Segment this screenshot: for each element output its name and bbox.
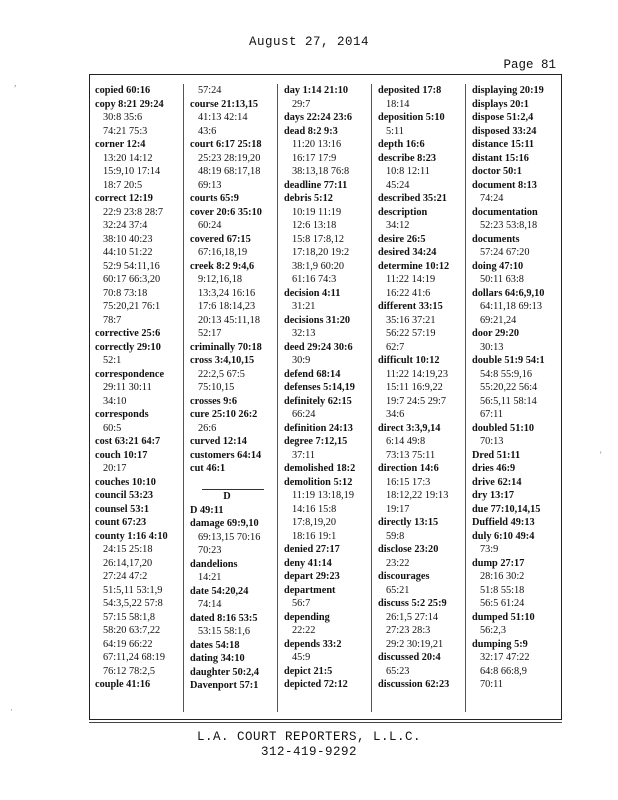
index-references: 18:7 20:5: [103, 179, 143, 191]
index-references: 57:15 58:1,8: [103, 611, 156, 623]
index-term: cost 63:21 64:7: [95, 436, 161, 447]
index-term: courts 65:9: [190, 193, 239, 204]
index-references: 34:6: [386, 409, 405, 420]
index-term: D 49:11: [190, 504, 224, 516]
index-term: cross 3:4,10,15: [190, 355, 255, 366]
index-term: curved 12:14: [190, 436, 247, 447]
index-column-2: [183, 84, 276, 712]
index-term: deadline 77:11: [284, 179, 348, 191]
index-term: dated 8:16 53:5: [190, 612, 258, 624]
index-references: 20:13 45:11,18: [198, 314, 260, 326]
scan-speck: ': [600, 450, 602, 460]
index-term: couches 10:10: [95, 476, 156, 488]
index-references: 74:21 75:3: [103, 125, 148, 137]
index-references: 13:20 14:12: [103, 152, 153, 164]
index-term: disclose 23:20: [378, 544, 439, 555]
index-references: 70:23: [198, 545, 222, 556]
index-term: describe 8:23: [378, 152, 437, 164]
index-term: document 8:13: [472, 179, 537, 191]
index-references: 52:9 54:11,16: [103, 260, 160, 272]
index-references: 14:16 15:8: [292, 503, 337, 515]
index-term: debris 5:12: [284, 193, 333, 204]
index-term: dollars 64:6,9,10: [472, 287, 545, 299]
footer-phone: 312-419-9292: [260, 745, 357, 759]
index-references: 57:24 67:20: [480, 247, 530, 258]
index-term: deny 41:14: [284, 557, 332, 569]
index-references: 55:20,22 56:4: [480, 382, 538, 393]
index-term: correct 12:19: [95, 193, 153, 204]
index-references: 52:1: [103, 355, 122, 366]
index-term: count 67:23: [95, 517, 147, 528]
index-column-3: [277, 84, 370, 712]
index-references: 66:24: [292, 409, 316, 420]
index-references: 38:10 40:23: [103, 233, 153, 245]
index-references: 22:9 23:8 28:7: [103, 206, 164, 218]
index-references: 53:15 58:1,6: [198, 626, 251, 637]
index-references: 54:3,5,22 57:8: [103, 598, 163, 609]
index-references: 67:11,24 68:19: [103, 652, 165, 663]
index-term: corrective 25:6: [95, 328, 161, 339]
index-references: 59:8: [386, 530, 405, 542]
index-references: 54:8 55:9,16: [480, 368, 533, 380]
index-term: correctly 29:10: [95, 341, 161, 353]
index-term: dispose 51:2,4: [472, 112, 534, 123]
index-references: 12:6 13:18: [292, 220, 337, 231]
index-term: court 6:17 25:18: [190, 139, 262, 150]
index-references: 23:22: [386, 557, 410, 569]
index-references: 32:24 37:4: [103, 220, 148, 231]
index-term: depends 33:2: [284, 638, 342, 650]
index-term: direct 3:3,9,14: [378, 422, 441, 434]
index-term: desire 26:5: [378, 233, 426, 245]
index-term: dating 34:10: [190, 653, 245, 664]
index-references: 18:14: [386, 98, 410, 110]
index-references: 60:5: [103, 422, 122, 434]
index-references: 67:11: [480, 409, 504, 420]
footer-company: L.A. COURT REPORTERS, L.L.C.: [196, 730, 422, 744]
index-references: 44:10 51:22: [103, 247, 153, 258]
index-references: 29:7: [292, 98, 311, 110]
index-references: 14:21: [198, 572, 222, 583]
index-references: 30:9: [292, 355, 311, 366]
index-references: 30:13: [480, 341, 504, 353]
index-term: definitely 62:15: [284, 395, 352, 407]
index-term: dumping 5:9: [472, 638, 528, 650]
header-date: August 27, 2014: [248, 35, 370, 49]
index-term: dries 46:9: [472, 463, 516, 474]
index-term: couch 10:17: [95, 449, 148, 461]
index-term: dates 54:18: [190, 639, 240, 651]
index-term: copied 60:16: [95, 85, 151, 96]
index-term: couple 41:16: [95, 679, 151, 690]
index-references: 67:16,18,19: [198, 247, 248, 258]
index-references: 37:11: [292, 449, 316, 461]
index-term: department: [284, 584, 336, 596]
index-references: 64:19 66:22: [103, 638, 153, 650]
index-references: 24:15 25:18: [103, 544, 153, 555]
index-column-4: [371, 84, 464, 712]
index-references: 78:7: [103, 314, 122, 326]
index-term: depart 29:23: [284, 571, 340, 582]
index-references: 27:24 47:2: [103, 571, 148, 582]
index-term: course 21:13,15: [190, 98, 259, 110]
index-term: determine 10:12: [378, 260, 450, 272]
index-term: discussed 20:4: [378, 652, 441, 663]
index-term: customers 64:14: [190, 449, 262, 461]
index-references: 60:17 66:3,20: [103, 274, 161, 285]
index-term: deposited 17:8: [378, 85, 442, 96]
index-term: directly 13:15: [378, 517, 439, 528]
index-references: 18:16 19:1: [292, 530, 337, 542]
index-term: Duffield 49:13: [472, 517, 535, 528]
index-references: 56:22 57:19: [386, 328, 436, 339]
index-references: 25:23 28:19,20: [198, 152, 261, 164]
index-term: date 54:20,24: [190, 585, 249, 597]
index-references: 34:10: [103, 395, 127, 407]
index-term: dump 27:17: [472, 557, 525, 569]
index-references: 32:13: [292, 328, 316, 339]
index-references: 52:17: [198, 328, 222, 339]
index-term: distance 15:11: [472, 139, 535, 150]
index-term: depict 21:5: [284, 665, 333, 677]
index-references: 70:13: [480, 436, 504, 447]
index-term: drive 62:14: [472, 476, 522, 488]
index-term: copy 8:21 29:24: [95, 98, 164, 110]
index-references: 58:20 63:7,22: [103, 625, 161, 636]
index-term: council 53:23: [95, 490, 154, 501]
index-references: 29:2 30:19,21: [386, 638, 444, 650]
index-term: duly 6:10 49:4: [472, 530, 535, 542]
index-term: Davenport 57:1: [190, 680, 259, 691]
index-references: 22:22: [292, 625, 316, 636]
index-references: 45:9: [292, 652, 311, 663]
index-references: 69:21,24: [480, 314, 517, 326]
index-references: 56:5 61:24: [480, 598, 525, 609]
index-references: 45:24: [386, 179, 410, 191]
index-references: 16:22 41:6: [386, 287, 431, 299]
index-references: 34:12: [386, 220, 410, 231]
index-references: 61:16 74:3: [292, 274, 337, 285]
index-references: 52:23 53:8,18: [480, 220, 538, 231]
index-references: 41:13 42:14: [198, 112, 248, 123]
index-references: 17:8,19,20: [292, 517, 337, 528]
index-term: discussion 62:23: [378, 679, 450, 690]
index-term: difficult 10:12: [378, 355, 440, 366]
index-term: depending: [284, 611, 330, 623]
index-term: criminally 70:18: [190, 341, 262, 353]
index-references: 11:22 14:19,23: [386, 368, 448, 380]
index-term: depth 16:6: [378, 139, 425, 150]
index-term: county 1:16 4:10: [95, 530, 168, 542]
index-references: 74:24: [480, 193, 504, 204]
index-term: covered 67:15: [190, 233, 251, 245]
index-references: 13:3,24 16:16: [198, 287, 256, 299]
index-term: day 1:14 21:10: [284, 85, 349, 96]
index-references: 32:17 47:22: [480, 652, 530, 663]
index-term: definition 24:13: [284, 422, 353, 434]
index-term: defenses 5:14,19: [284, 382, 355, 393]
index-term: corner 12:4: [95, 139, 146, 150]
index-term: defend 68:14: [284, 368, 341, 380]
index-term: creek 8:2 9:4,6: [190, 260, 255, 272]
section-letter-heading: D: [202, 489, 264, 504]
index-references: 15:9,10 17:14: [103, 166, 161, 177]
index-references: 75:10,15: [198, 382, 235, 393]
index-references: 16:17 17:9: [292, 152, 337, 164]
index-term: due 77:10,14,15: [472, 503, 541, 515]
index-references: 19:7 24:5 29:7: [386, 395, 447, 407]
index-references: 75:20,21 76:1: [103, 301, 161, 312]
index-term: described 35:21: [378, 193, 447, 204]
index-term: dumped 51:10: [472, 611, 535, 623]
index-column-5: [465, 84, 558, 712]
index-term: daughter 50:2,4: [190, 666, 260, 678]
index-term: discourages: [378, 571, 430, 582]
index-references: 29:11 30:11: [103, 382, 152, 393]
index-term: disposed 33:24: [472, 125, 537, 137]
index-term: demolished 18:2: [284, 463, 356, 474]
index-references: 10:8 12:11: [386, 166, 430, 177]
index-term: doing 47:10: [472, 260, 524, 272]
index-term: crosses 9:6: [190, 395, 237, 407]
index-term: demolition 5:12: [284, 476, 353, 488]
index-term: cure 25:10 26:2: [190, 409, 258, 420]
index-references: 70:8 73:18: [103, 287, 148, 299]
index-references: 69:13,15 70:16: [198, 531, 261, 543]
index-references: 9:12,16,18: [198, 274, 243, 285]
index-term: doctor 50:1: [472, 166, 522, 177]
index-references: 38:13,18 76:8: [292, 166, 350, 177]
index-references: 64:8 66:8,9: [480, 665, 527, 677]
index-term: desired 34:24: [378, 247, 437, 258]
index-term: dead 8:2 9:3: [284, 125, 338, 137]
index-references: 73:13 75:11: [386, 449, 436, 461]
index-term: double 51:9 54:1: [472, 355, 545, 366]
index-references: 5:11: [386, 125, 404, 137]
page-number: Page 81: [503, 58, 556, 72]
index-references: 22:2,5 67:5: [198, 368, 245, 380]
index-references: 73:9: [480, 544, 499, 555]
index-term: damage 69:9,10: [190, 518, 259, 529]
index-references: 74:14: [198, 599, 222, 610]
index-references: 27:23 28:3: [386, 625, 431, 636]
index-references: 70:11: [480, 679, 504, 690]
index-term: corresponds: [95, 409, 149, 420]
index-references: 10:19 11:19: [292, 206, 342, 218]
index-term: deed 29:24 30:6: [284, 341, 353, 353]
index-term: discuss 5:2 25:9: [378, 598, 447, 609]
index-references: 56:5,11 58:14: [480, 395, 537, 407]
index-references: 26:1,5 27:14: [386, 611, 439, 623]
index-term: depicted 72:12: [284, 679, 348, 690]
index-term: dry 13:17: [472, 490, 515, 501]
index-term: documents: [472, 233, 520, 245]
index-references: 17:6 18:14,23: [198, 301, 256, 312]
index-term: decision 4:11: [284, 287, 341, 299]
index-references: 11:19 13:18,19: [292, 490, 354, 501]
index-term: deposition 5:10: [378, 112, 445, 123]
index-column-1: [89, 84, 182, 712]
index-references: 48:19 68:17,18: [198, 166, 261, 177]
index-term: denied 27:17: [284, 544, 340, 555]
index-references: 26:6: [198, 422, 217, 434]
index-references: 64:11,18 69:13: [480, 301, 542, 312]
index-references: 16:15 17:3: [386, 476, 431, 488]
index-term: dandelions: [190, 558, 238, 570]
index-references: 15:8 17:8,12: [292, 233, 345, 245]
blank-line: [190, 476, 276, 490]
index-references: 17:18,20 19:2: [292, 247, 350, 258]
index-term: different 33:15: [378, 301, 443, 312]
index-term: displaying 20:19: [472, 85, 544, 96]
index-term: Dred 51:11: [472, 449, 521, 461]
index-references: 65:21: [386, 584, 410, 596]
index-references: 56:2,3: [480, 625, 507, 636]
index-references: 65:23: [386, 665, 410, 677]
index-references: 56:7: [292, 598, 311, 609]
index-references: 38:1,9 60:20: [292, 260, 345, 272]
index-references: 30:8 35:6: [103, 112, 143, 123]
index-term: distant 15:16: [472, 152, 529, 164]
index-references: 51:5,11 53:1,9: [103, 584, 163, 596]
index-references: 11:22 14:19: [386, 274, 436, 285]
index-references: 57:24: [198, 85, 222, 96]
index-term: direction 14:6: [378, 463, 439, 474]
scan-speck: ·: [10, 705, 13, 715]
index-references: 11:20 13:16: [292, 139, 342, 150]
index-references: 18:12,22 19:13: [386, 490, 449, 501]
index-term: door 29:20: [472, 328, 520, 339]
index-term: cover 20:6 35:10: [190, 206, 262, 218]
index-references: 76:12 78:2,5: [103, 665, 156, 677]
index-references: 69:13: [198, 179, 222, 191]
index-term: documentation: [472, 206, 538, 218]
index-references: 19:17: [386, 503, 410, 515]
index-references: 31:21: [292, 301, 316, 312]
index-references: 26:14,17,20: [103, 557, 153, 569]
index-references: 20:17: [103, 463, 127, 474]
index-references: 50:11 63:8: [480, 274, 524, 285]
index-references: 60:24: [198, 220, 222, 231]
index-term: days 22:24 23:6: [284, 112, 353, 123]
index-references: 6:14 49:8: [386, 436, 426, 447]
index-term: description: [378, 206, 428, 218]
index-term: correspondence: [95, 368, 165, 380]
index-term: decisions 31:20: [284, 314, 351, 326]
index-term: displays 20:1: [472, 98, 529, 110]
index-term: doubled 51:10: [472, 422, 535, 434]
index-references: 35:16 37:21: [386, 314, 436, 326]
index-references: 62:7: [386, 341, 405, 353]
index-references: 28:16 30:2: [480, 571, 525, 582]
scan-speck: ,: [14, 78, 17, 88]
index-references: 43:6: [198, 125, 217, 137]
index-references: 51:8 55:18: [480, 584, 525, 596]
frame-bottom-rule: [89, 722, 562, 723]
index-term: cut 46:1: [190, 463, 226, 474]
index-term: degree 7:12,15: [284, 436, 348, 447]
index-term: counsel 53:1: [95, 503, 150, 515]
index-references: 15:11 16:9,22: [386, 382, 443, 393]
